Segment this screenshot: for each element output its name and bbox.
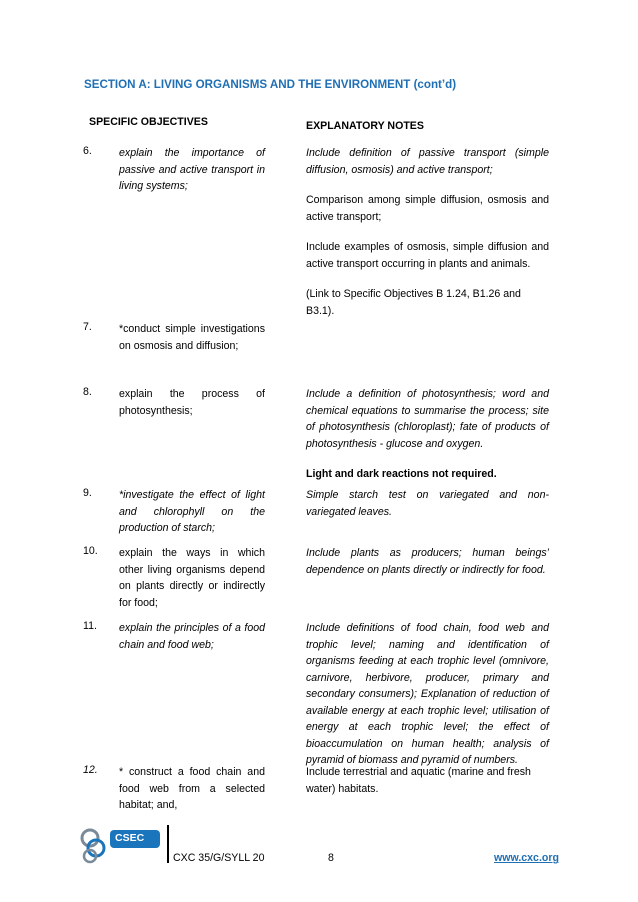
page-number: 8 [328, 852, 334, 864]
csec-logo-text: CSEC [115, 832, 145, 844]
cxc-logo [80, 824, 166, 864]
objective-number: 11. [83, 620, 97, 632]
note-paragraph: Include examples of osmosis, simple diffusion and active transport occurring in plants and animals. [306, 241, 549, 270]
objective-text: explain the process of photosynthesis; [119, 388, 265, 417]
explanatory-note: Simple starch test on variegated and non-variegated leaves. [306, 489, 549, 518]
objective-number: 8. [83, 386, 92, 398]
specific-objectives-heading: SPECIFIC OBJECTIVES [89, 116, 208, 128]
objective-text: * construct a food chain and food web from a selected habitat; and, [119, 766, 265, 811]
explanatory-note [306, 145, 549, 319]
explanatory-note: Include terrestrial and aquatic (marine and fresh water) habitats. [306, 766, 531, 795]
cxc-logo-icon [80, 824, 166, 864]
document-code: CXC 35/G/SYLL 20 [173, 852, 265, 864]
objective-number: 12. [83, 764, 98, 776]
objective-text: *conduct simple investigations on osmosis and diffusion; [119, 323, 265, 352]
section-title: SECTION A: LIVING ORGANISMS AND THE ENVIRONMENT (cont’d) [84, 78, 457, 91]
objective-text: *investigate the effect of light and chlorophyll on the production of starch; [119, 489, 265, 534]
explanatory-note: Include definitions of food chain, food web and trophic level; naming and identification of organisms feeding at each trophic level (omnivore, carnivore, herbivore, producer, primary and secondary consumers); Explanation of reduction of available energy at each trophic level; utilisation of energy at each trophic level; the effect of bioaccumulation on human health; analysis of pyramid of biomass and pyramid of numbers. [306, 622, 549, 766]
note-paragraph: Light and dark reactions not required. [306, 468, 497, 480]
website-link[interactable]: www.cxc.org [494, 852, 559, 864]
note-paragraph: (Link to Specific Objectives B 1.24, B1.26 and B3.1). [306, 288, 521, 317]
note-paragraph: Include definition of passive transport (simple diffusion, osmosis) and active transport; [306, 147, 549, 176]
explanatory-note [306, 386, 549, 483]
objective-number: 9. [83, 487, 92, 499]
note-paragraph: Include a definition of photosynthesis; word and chemical equations to summarise the process; site of photosynthesis (chloroplast); fate of products of photosynthesis - glucose and oxygen. [306, 388, 549, 450]
objective-text: explain the ways in which other living organisms depend on plants directly or indirectly for food; [119, 547, 265, 609]
objective-number: 10. [83, 545, 98, 557]
objective-text: explain the importance of passive and active transport in living systems; [119, 147, 265, 192]
objective-number: 6. [83, 145, 92, 157]
objective-number: 7. [83, 321, 92, 333]
explanatory-note: Include plants as producers; human beings’ dependence on plants directly or indirectly for food. [306, 547, 549, 576]
objective-text: explain the principles of a food chain and food web; [119, 622, 265, 651]
note-paragraph: Comparison among simple diffusion, osmosis and active transport; [306, 194, 549, 223]
footer-divider [167, 825, 169, 863]
explanatory-notes-heading: EXPLANATORY NOTES [306, 120, 424, 132]
